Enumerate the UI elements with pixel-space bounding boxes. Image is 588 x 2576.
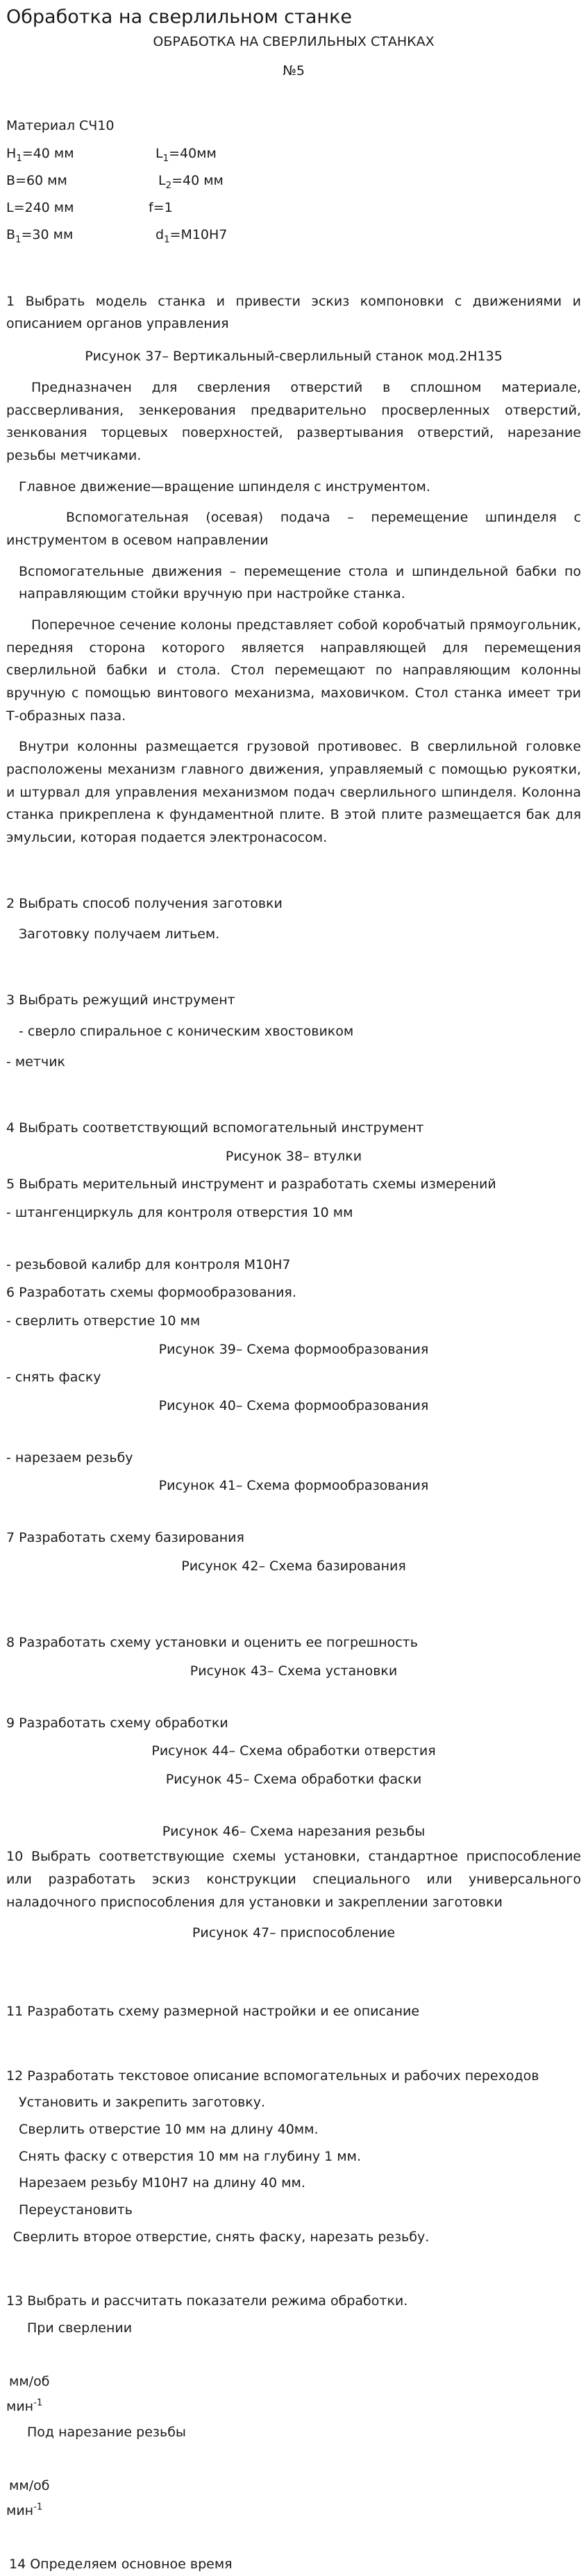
unit-feed: мм/об bbox=[9, 2373, 50, 2389]
figure-caption-44: Рисунок 44– Схема обработки отверстия bbox=[151, 1743, 436, 1759]
task-11: 11 Разработать схему размерной настройки и ее описание bbox=[6, 2004, 420, 2020]
step-drill-hole: Сверлить отверстие 10 мм на длину 40мм. bbox=[19, 2122, 319, 2138]
paragraph-aux-motion: Вспомогательные движения – перемещение стола и шпиндельной бабки по направляющим стойки вручную при настройке станка. bbox=[19, 563, 581, 602]
task-8: 8 Разработать схему установки и оценить ее погрешность bbox=[6, 1635, 418, 1651]
paragraph-interior: Внутри колонны размещается грузовой противовес. В сверлильной головке расположены механизм главного движения, управляемый с помощью рукоятки, и штурвал для управления механизмом подач сверлильного шпинделя. Колонна станка прикреплена к фундаментной плите. В этой плите размещается бак для эмульсии, которая подается электронасосом. bbox=[6, 739, 581, 845]
figure-caption-41: Рисунок 41– Схема формообразования bbox=[158, 1478, 429, 1494]
step-chamfer: - снять фаску bbox=[6, 1370, 101, 1386]
task-13: 13 Выбрать и рассчитать показатели режима обработки. bbox=[6, 2293, 408, 2309]
unit-rpm-2: мин$^{-1}$ bbox=[6, 2502, 43, 2519]
param-row bbox=[6, 194, 581, 222]
document bbox=[0, 4, 588, 2576]
param-row bbox=[6, 167, 581, 194]
unit-rpm: мин$^{-1}$ bbox=[6, 2398, 43, 2415]
work-number: №5 bbox=[283, 63, 305, 79]
figure-caption-43: Рисунок 43– Схема установки bbox=[190, 1663, 398, 1679]
task-10: 10 Выбрать соответствующие схемы установки, стандартное приспособление или разработать эскиз конструкции специального или универсального наладочного приспособления для установки и закреплении заготовки bbox=[6, 1849, 581, 1910]
threading-heading: Под нарезание резьбы bbox=[27, 2425, 186, 2441]
measure-gauge: - резьбовой калибр для контроля М10Н7 bbox=[6, 1256, 291, 1272]
params-table bbox=[6, 140, 581, 249]
param-row bbox=[6, 140, 581, 167]
figure-caption-42: Рисунок 42– Схема базирования bbox=[181, 1558, 406, 1574]
figure-caption-45: Рисунок 45– Схема обработки фаски bbox=[165, 1772, 422, 1788]
figure-caption-37: Рисунок 37– Вертикальный-сверлильный станок мод.2Н135 bbox=[85, 349, 503, 365]
material-line: Материал СЧ10 bbox=[6, 118, 115, 134]
drilling-heading: При сверлении bbox=[27, 2320, 133, 2336]
measure-caliper: - штангенциркуль для контроля отверстия 10 мм bbox=[6, 1204, 353, 1220]
param-l: L=240 мм bbox=[6, 199, 74, 215]
param-row bbox=[6, 222, 581, 249]
step-drill: - сверлить отверстие 10 мм bbox=[6, 1313, 201, 1329]
task-3: 3 Выбрать режущий инструмент bbox=[6, 992, 235, 1008]
paragraph-main-motion: Главное движение—вращение шпинделя с инструментом. bbox=[19, 479, 430, 495]
param-d1: $d_1=M10H7$ bbox=[156, 226, 228, 245]
tool-drill: - сверло спиральное с коническим хвостовиком bbox=[19, 1023, 354, 1039]
step-tap-thread: Нарезаем резьбу М10Н7 на длину 40 мм. bbox=[19, 2175, 305, 2191]
step-install: Установить и закрепить заготовку. bbox=[19, 2095, 266, 2111]
figure-caption-38: Рисунок 38– втулки bbox=[225, 1148, 362, 1164]
step-chamfer-hole: Снять фаску с отверстия 10 мм на глубину 1 мм. bbox=[19, 2148, 361, 2164]
paragraph-purpose: Предназначен для сверления отверстий в сплошном материале, рассверливания, зенкерования предварительно просверленных отверстий, зенкования торцевых поверхностей, развертывания отверстий, нарезание резьбы метчиками. bbox=[6, 379, 581, 463]
param-l2: $L_2=40$ мм bbox=[158, 172, 224, 191]
figure-caption-39: Рисунок 39– Схема формообразования bbox=[158, 1341, 429, 1357]
document-title: Обработка на сверлильном станке bbox=[6, 6, 352, 28]
step-second-hole: Сверлить второе отверстие, снять фаску, нарезать резьбу. bbox=[13, 2229, 430, 2245]
paragraph-column: Поперечное сечение колоны представляет собой коробчатый прямоугольник, передняя сторона которого является направляющей для перемещения сверлильной бабки и стола. Стол перемещают по направляющим колонны вручную с помощью винтового механизма, маховичком. Стол станка имеет три Т-образных паза. bbox=[6, 617, 581, 724]
figure-caption-40: Рисунок 40– Схема формообразования bbox=[158, 1398, 429, 1413]
param-f: f=1 bbox=[149, 199, 173, 215]
tool-tap: - метчик bbox=[6, 1054, 66, 1070]
task-4: 4 Выбрать соответствующий вспомогательный инструмент bbox=[6, 1120, 424, 1136]
task-7: 7 Разработать схему базирования bbox=[6, 1530, 244, 1546]
task-14: 14 Определяем основное время bbox=[9, 2557, 233, 2573]
task-12: 12 Разработать текстовое описание вспомогательных и рабочих переходов bbox=[6, 2068, 539, 2084]
param-b1: $B_1=30$ мм bbox=[6, 226, 74, 245]
step-reinstall: Переустановить bbox=[19, 2202, 133, 2218]
param-b: B=60 мм bbox=[6, 172, 67, 188]
task-2-answer: Заготовку получаем литьем. bbox=[19, 926, 220, 942]
section-heading: ОБРАБОТКА НА СВЕРЛИЛЬНЫХ СТАНКАХ bbox=[153, 33, 435, 49]
param-l1: $L_1=40мм$ bbox=[156, 145, 217, 164]
step-thread: - нарезаем резьбу bbox=[6, 1449, 133, 1465]
task-2: 2 Выбрать способ получения заготовки bbox=[6, 895, 283, 911]
task-5: 5 Выбрать мерительный инструмент и разработать схемы измерений bbox=[6, 1177, 496, 1193]
param-h1: $H_1=40$ мм bbox=[6, 145, 74, 164]
figure-caption-46: Рисунок 46– Схема нарезания резьбы bbox=[162, 1823, 426, 1839]
unit-feed-2: мм/об bbox=[9, 2477, 50, 2493]
figure-caption-47: Рисунок 47– приспособление bbox=[192, 1925, 396, 1941]
paragraph-feed: Вспомогательная (осевая) подача – перемещение шпинделя с инструментом в осевом направлении bbox=[6, 510, 581, 548]
task-9: 9 Разработать схему обработки bbox=[6, 1715, 228, 1731]
task-1: 1 Выбрать модель станка и привести эскиз компоновки с движениями и описанием органов управления bbox=[6, 293, 581, 332]
task-6: 6 Разработать схемы формообразования. bbox=[6, 1285, 296, 1301]
